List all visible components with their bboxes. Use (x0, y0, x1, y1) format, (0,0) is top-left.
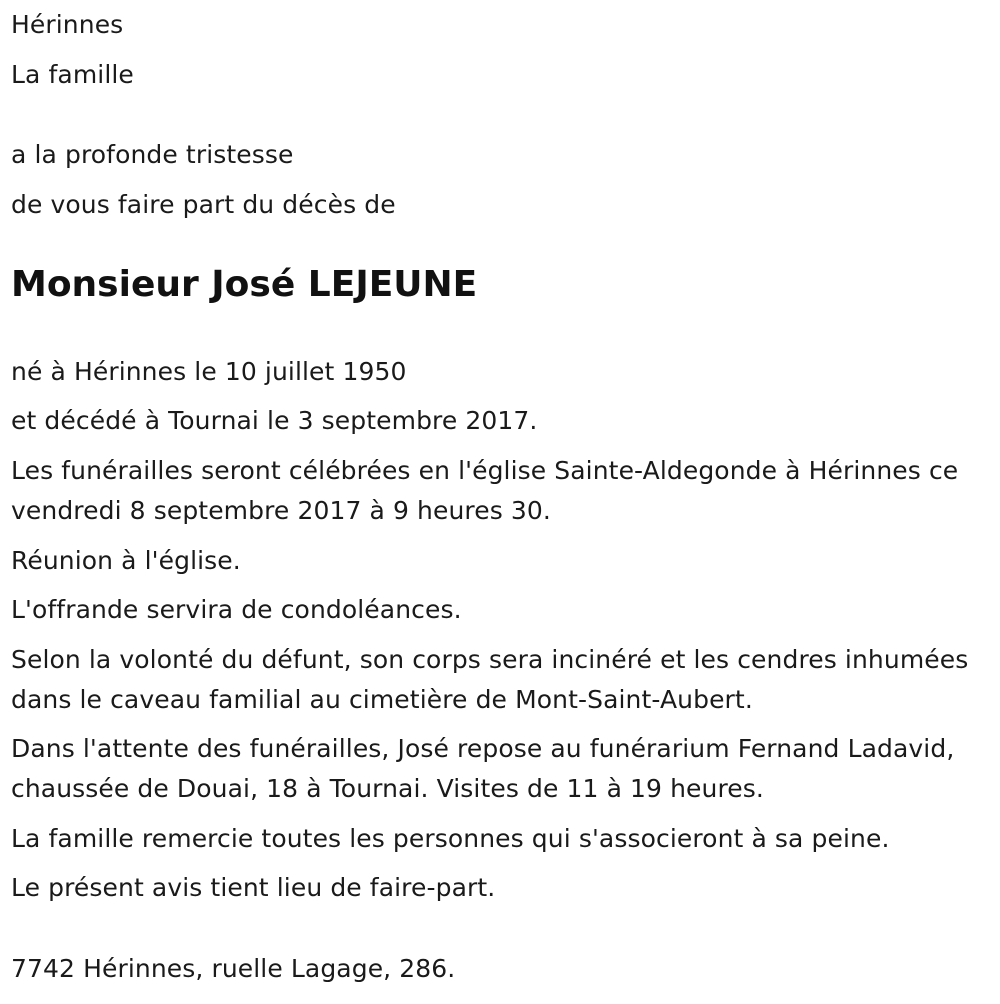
header-family: La famille (11, 60, 134, 89)
footer-address: 7742 Hérinnes, ruelle Lagage, 286. (11, 954, 456, 983)
header-place: Hérinnes (11, 10, 124, 39)
rest-paragraph: Dans l'attente des funérailles, José repose au funérarium Fernand Ladavid, chaussée de Douai, 18 à Tournai. Visites de 11 à 19 heures. (11, 734, 955, 803)
funeral-paragraph: Les funérailles seront célébrées en l'église Sainte-Aldegonde à Hérinnes ce vendredi 8 septembre 2017 à 9 heures 30. (11, 456, 959, 525)
intro-line-1: a la profonde tristesse (11, 140, 294, 169)
deceased-name: Monsieur José LEJEUNE (11, 264, 478, 305)
cremation-paragraph: Selon la volonté du défunt, son corps sera incinéré et les cendres inhumées dans le caveau familial au cimetière de Mont-Saint-Aubert. (11, 645, 969, 714)
intro-line-2: de vous faire part du décès de (11, 190, 396, 219)
meeting-line: Réunion à l'église. (11, 546, 241, 575)
offering-line: L'offrande servira de condoléances. (11, 595, 462, 624)
birth-line: né à Hérinnes le 10 juillet 1950 (11, 357, 407, 386)
death-line: et décédé à Tournai le 3 septembre 2017. (11, 406, 538, 435)
thanks-line: La famille remercie toutes les personnes qui s'associeront à sa peine. (11, 824, 890, 853)
notice-line: Le présent avis tient lieu de faire-part. (11, 873, 496, 902)
